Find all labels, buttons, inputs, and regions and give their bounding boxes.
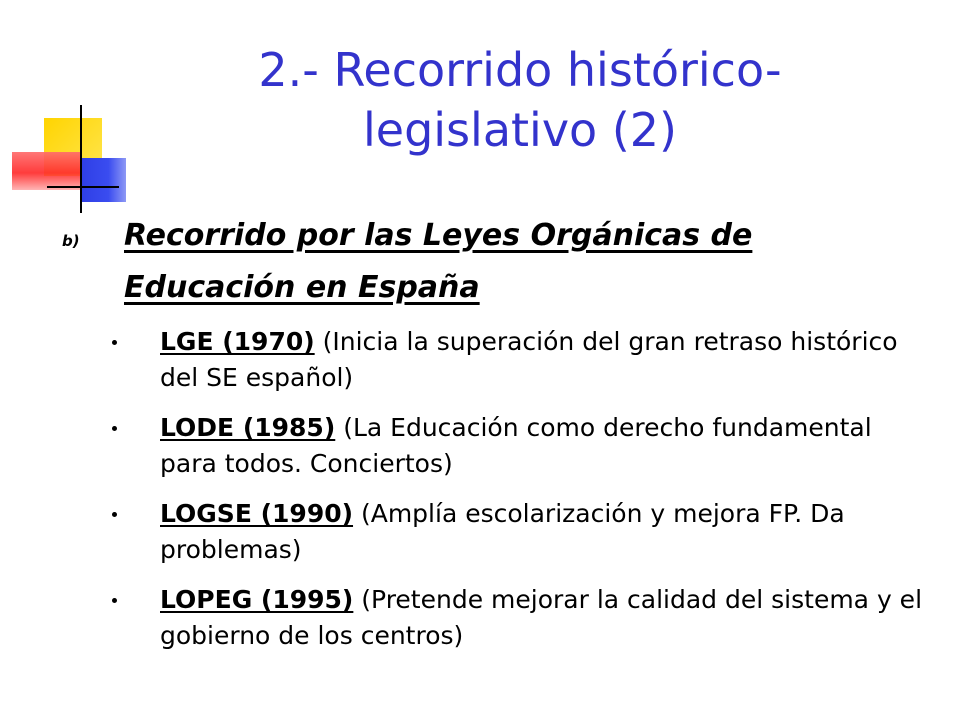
bullet-icon <box>112 598 117 603</box>
law-description: (La Educación como derecho fundamental para todos. Conciertos) <box>160 413 872 478</box>
bullet-icon <box>112 340 117 345</box>
section-heading-line-1: Recorrido por las Leyes Orgánicas de <box>124 218 753 253</box>
law-name: LOGSE (1990) <box>160 499 354 528</box>
bullet-icon <box>112 426 117 431</box>
list-item <box>100 410 930 482</box>
law-name: LODE (1985) <box>160 413 336 442</box>
list-item <box>100 496 930 568</box>
law-description: (Pretende mejorar la calidad del sistema y el gobierno de los centros) <box>160 585 923 650</box>
logo-blue-square <box>82 158 126 202</box>
law-name: LGE (1970) <box>160 327 315 356</box>
section-marker: b) <box>62 232 80 250</box>
logo-red-square <box>12 152 82 190</box>
bullet-icon <box>112 512 117 517</box>
slide-logo-icon <box>0 0 140 220</box>
logo-horizontal-line <box>47 186 119 188</box>
law-list <box>100 324 930 668</box>
section-heading <box>124 210 944 314</box>
law-description: (Inicia la superación del gran retraso histórico del SE español) <box>160 327 898 392</box>
logo-vertical-line <box>80 105 82 213</box>
section-heading-line-2: Educación en España <box>124 270 480 305</box>
law-description: (Amplía escolarización y mejora FP. Da problemas) <box>160 499 845 564</box>
law-name: LOPEG (1995) <box>160 585 354 614</box>
list-item <box>100 582 930 654</box>
list-item <box>100 324 930 396</box>
slide-title <box>170 40 870 160</box>
slide-title-line-1: 2.- Recorrido histórico- <box>258 43 782 97</box>
slide-title-line-2: legislativo (2) <box>363 103 677 157</box>
